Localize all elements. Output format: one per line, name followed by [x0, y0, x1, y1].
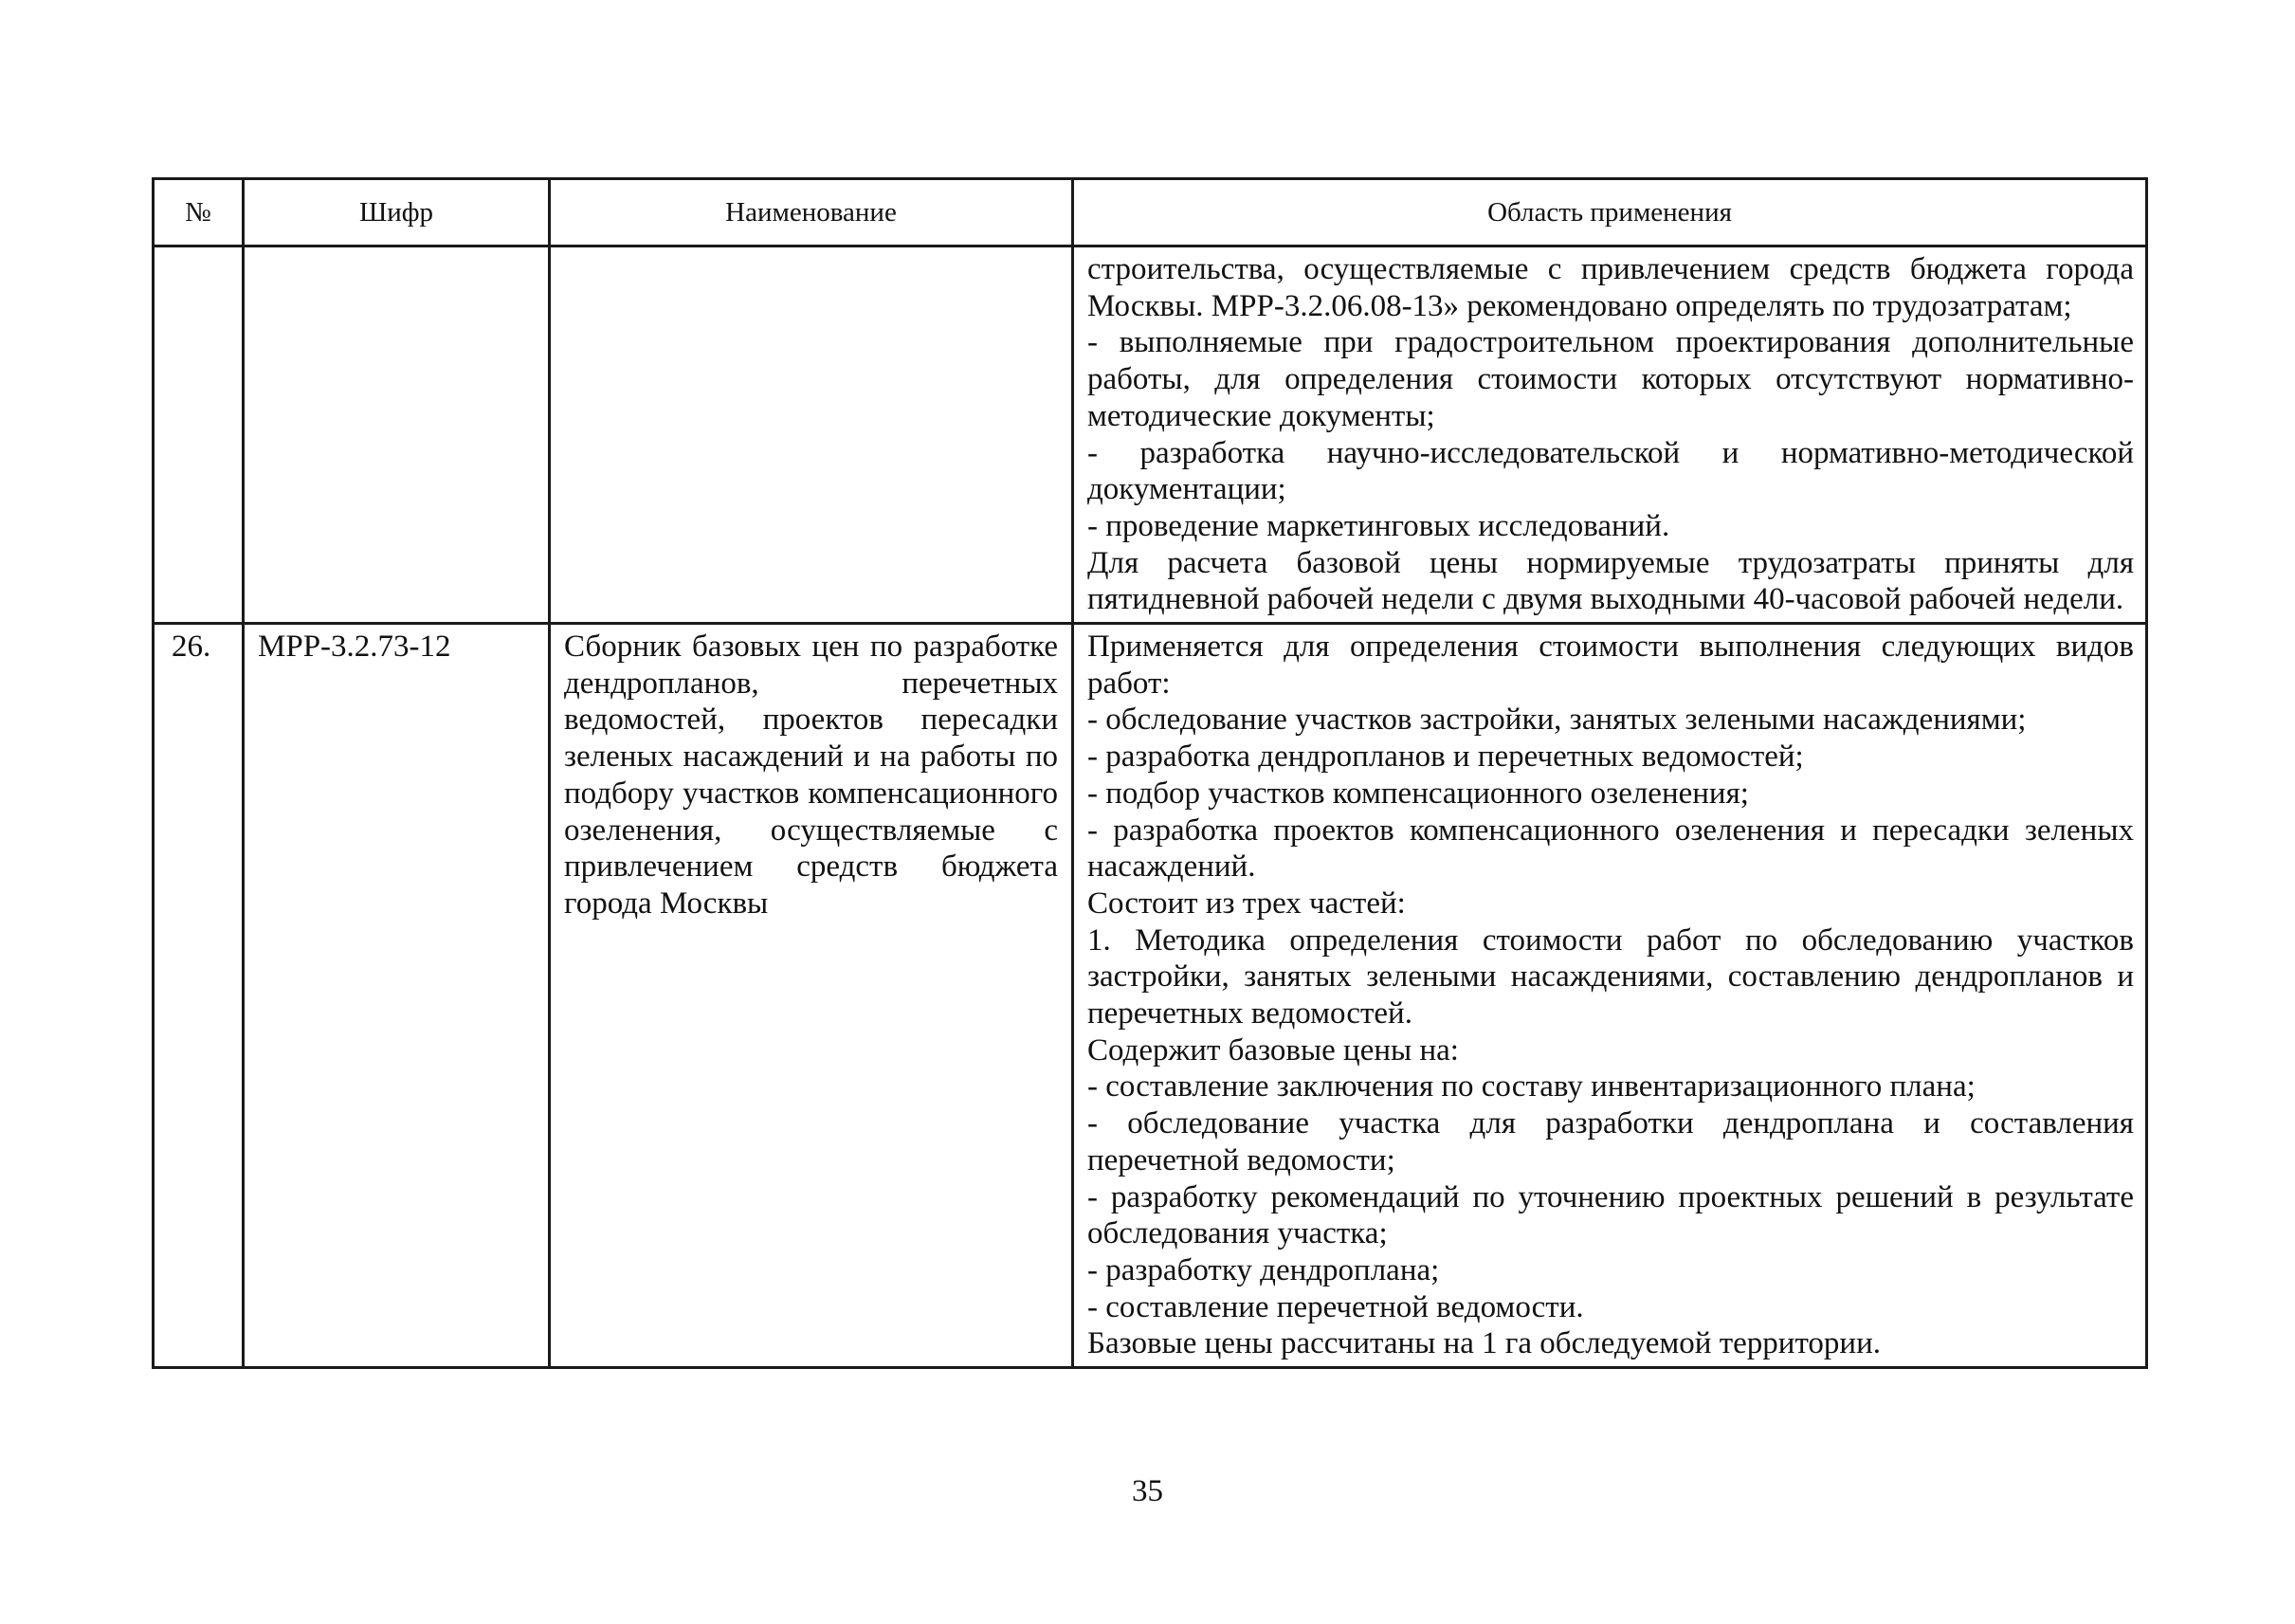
continuation-scope-cell [1073, 246, 2147, 624]
page-number: 35 [1132, 1474, 1163, 1508]
row-26-code: МРР-3.2.73-12 [258, 630, 451, 665]
row-26-code-cell [244, 624, 550, 1368]
header-scope: Область применения [1073, 179, 2147, 246]
scope-paragraph: - разработку рекомендаций по уточнению проектных решений в результате обследования участка; [1087, 1179, 2134, 1251]
table-row-continuation [154, 246, 2147, 624]
scope-paragraph: Применяется для определения стоимости выполнения следующих видов работ: [1087, 630, 2134, 701]
continuation-scope [1074, 247, 2145, 622]
row-26-name-cell [550, 624, 1073, 1368]
norms-table [152, 177, 2148, 1369]
scope-paragraph: 1. Методика определения стоимости работ по обследованию участков застройки, занятых зелеными насаждениями, составлению дендропланов и перечетных ведомостей. [1087, 922, 2134, 1031]
scope-paragraph: строительства, осуществляемые с привлечением средств бюджета города Москвы. МРР-3.2.06.08-13» рекомендовано определять по трудозатратам; [1087, 252, 2134, 323]
scope-paragraph: - составление перечетной ведомости. [1087, 1289, 1584, 1324]
continuation-name-cell [550, 246, 1073, 624]
header-name: Наименование [550, 179, 1073, 246]
scope-paragraph: - обследование участков застройки, занятых зелеными насаждениями; [1087, 703, 2027, 738]
continuation-name [551, 247, 1071, 255]
scope-paragraph: - выполняемые при градостроительном проектирования дополнительные работы, для определения стоимости которых отсутствуют нормативно-методические документы; [1087, 325, 2134, 433]
scope-paragraph: - разработку дендроплана; [1087, 1252, 1440, 1287]
scope-paragraph: - составление заключения по составу инвентаризационного плана; [1087, 1069, 1976, 1104]
table-header-row [154, 179, 2147, 246]
table-row-26 [154, 624, 2147, 1368]
header-number: № [154, 179, 244, 246]
row-26-number: 26. [172, 630, 211, 665]
continuation-number [155, 247, 242, 251]
scope-paragraph: - разработка проектов компенсационного озеленения и пересадки зеленых насаждений. [1087, 812, 2134, 885]
row-26-scope-cell [1073, 624, 2147, 1368]
scope-paragraph: Для расчета базовой цены нормируемые трудозатраты приняты для пятидневной рабочей недели с двумя выходными 40-часовой рабочей недели. [1087, 545, 2134, 617]
header-code: Шифр [244, 179, 550, 246]
scope-paragraph: Состоит из трех частей: [1087, 885, 1406, 921]
scope-paragraph: - разработка дендропланов и перечетных ведомостей; [1087, 739, 1804, 775]
scope-paragraph: - подбор участков компенсационного озеленения; [1087, 776, 1749, 811]
row-26-number-cell [154, 624, 244, 1368]
continuation-code-cell [244, 246, 550, 624]
row-26-scope [1074, 625, 2145, 1366]
scope-paragraph: - разработка научно-исследовательской и нормативно-методической документации; [1087, 435, 2134, 507]
scope-paragraph: Базовые цены рассчитаны на 1 га обследуемой территории. [1087, 1326, 1882, 1361]
continuation-number-cell [154, 246, 244, 624]
scope-paragraph: - проведение маркетинговых исследований. [1087, 508, 1670, 543]
continuation-code [245, 247, 548, 251]
scope-paragraph: Содержит базовые цены на: [1087, 1032, 1459, 1067]
row-26-name: Сборник базовых цен по разработке дендропланов, перечетных ведомостей, проектов пересадки зеленых насаждений и на работы по подбору участков компенсационного озеленения, осуществляемые с привлечением средств бюджета города Москвы [564, 630, 1058, 921]
scope-paragraph: - обследование участка для разработки дендроплана и составления перечетной ведомости; [1087, 1106, 2134, 1177]
